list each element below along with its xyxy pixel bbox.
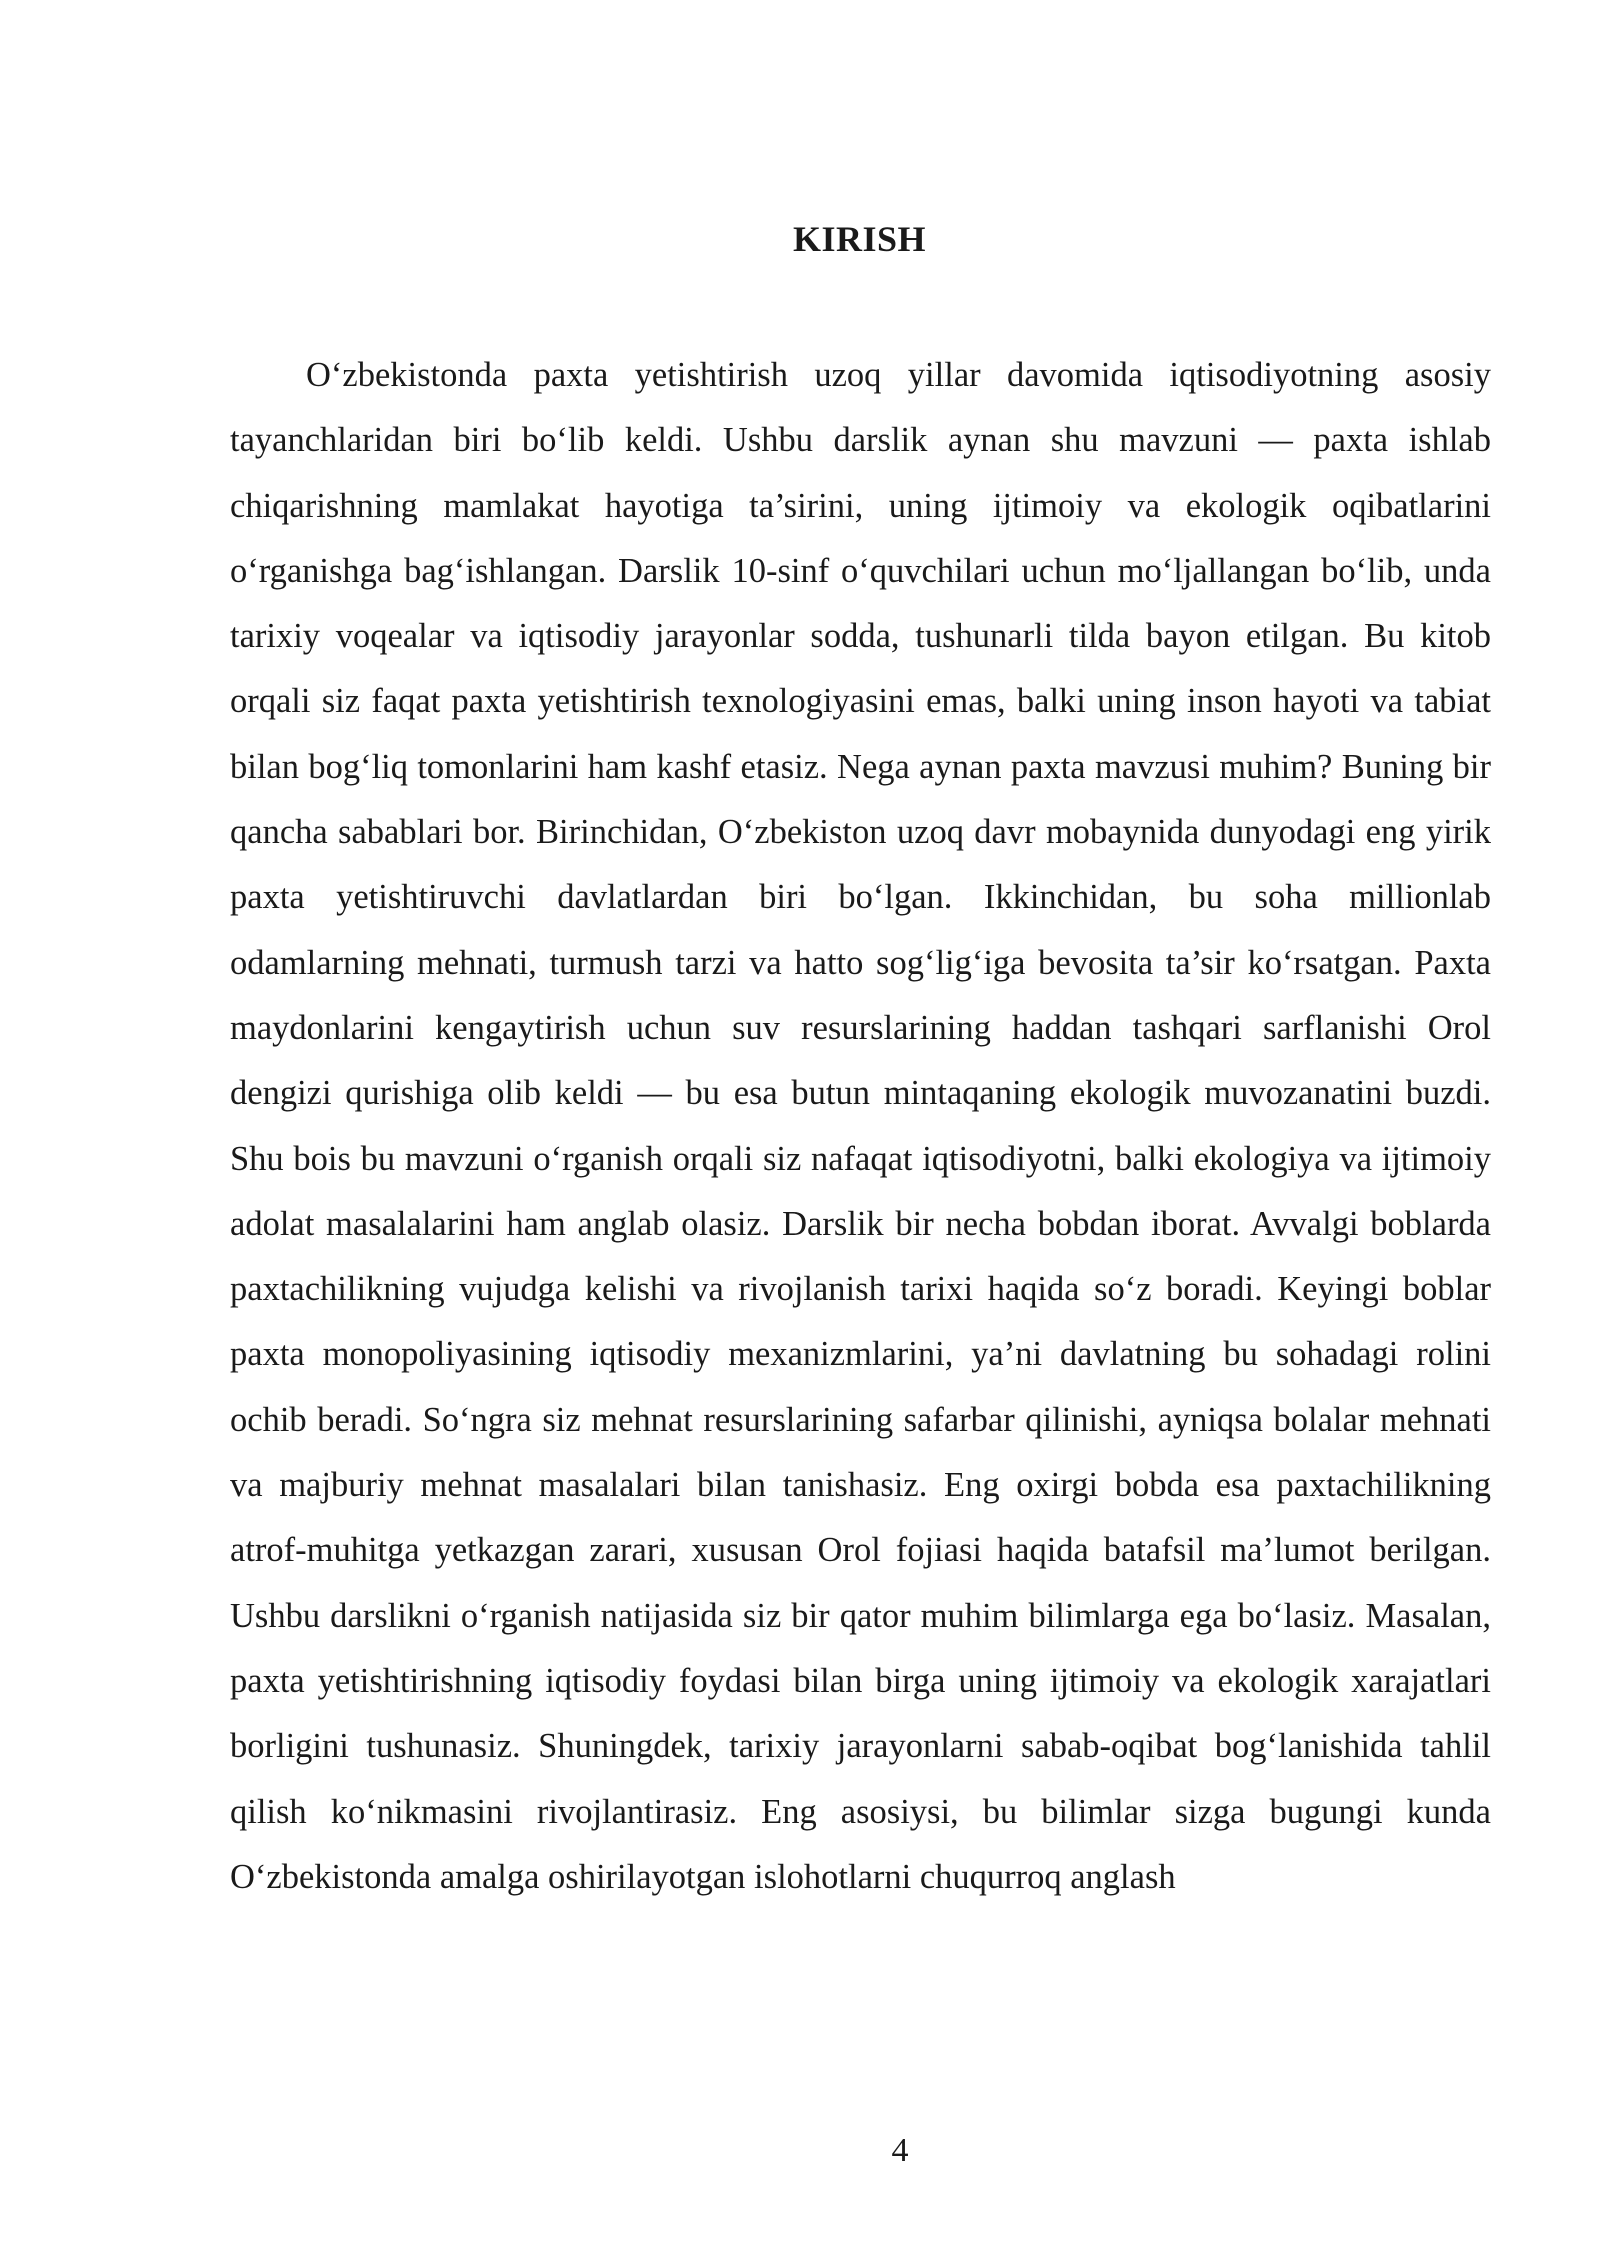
section-heading: KIRISH bbox=[792, 219, 927, 259]
body-paragraph: O‘zbekistonda paxta yetishtirish uzoq yillar davomida iqtisodiyotning asosiy tayanchlaridan biri bo‘lib keldi. Ushbu darslik aynan shu mavzuni — paxta ishlab chiqarishning mamlakat hayotiga ta’sirini, uning ijtimoiy va ekologik oqibatlarini o‘rganishga bag‘ishlangan. Darslik 10-sinf o‘quvchilari uchun mo‘ljallangan bo‘lib, unda tarixiy voqealar va iqtisodiy jarayonlar sodda, tushunarli tilda bayon etilgan. Bu kitob orqali siz faqat paxta yetishtirish texnologiyasini emas, balki uning inson hayoti va tabiat bilan bog‘liq tomonlarini ham kashf etasiz. Nega aynan paxta mavzusi muhim? Buning bir qancha sabablari bor. Birinchidan, O‘zbekiston uzoq davr mobaynida dunyodagi eng yirik paxta yetishtiruvchi davlatlardan biri bo‘lgan. Ikkinchidan, bu soha millionlab odamlarning mehnati, turmush tarzi va hatto sog‘lig‘iga bevosita ta’sir ko‘rsatgan. Paxta maydonlarini kengaytirish uchun suv resurslarining haddan tashqari sarflanishi Orol dengizi qurishiga olib keldi — bu esa butun mintaqaning ekologik muvozanatini buzdi. Shu bois bu mavzuni o‘rganish orqali siz nafaqat iqtisodiyotni, balki ekologiya va ijtimoiy adolat masalalarini ham anglab olasiz. Darslik bir necha bobdan iborat. Avvalgi boblarda paxtachilikning vujudga kelishi va rivojlanish tarixi haqida so‘z boradi. Keyingi boblar paxta monopoliyasining iqtisodiy mexanizmlarini, ya’ni davlatning bu sohadagi rolini ochib beradi. So‘ngra siz mehnat resurslarining safarbar qilinishi, ayniqsa bolalar mehnati va majburiy mehnat masalalari bilan tanishasiz. Eng oxirgi bobda esa paxtachilikning atrof-muhitga yetkazgan zarari, xususan Orol fojiasi haqida batafsil ma’lumot berilgan. Ushbu darslikni o‘rganish natijasida siz bir qator muhim bilimlarga ega bo‘lasiz. Masalan, paxta yetishtirishning iqtisodiy foydasi bilan birga uning ijtimoiy va ekologik xarajatlari borligini tushunasiz. Shuningdek, tarixiy jarayonlarni sabab-oqibat bog‘lanishida tahlil qilish ko‘nikmasini rivojlantirasiz. Eng asosiysi, bu bilimlar sizga bugungi kunda O‘zbekistonda amalga oshirilayotgan islohotlarni chuqurroq anglash bbox=[230, 356, 1491, 1896]
page-number: 4 bbox=[891, 2132, 909, 2169]
